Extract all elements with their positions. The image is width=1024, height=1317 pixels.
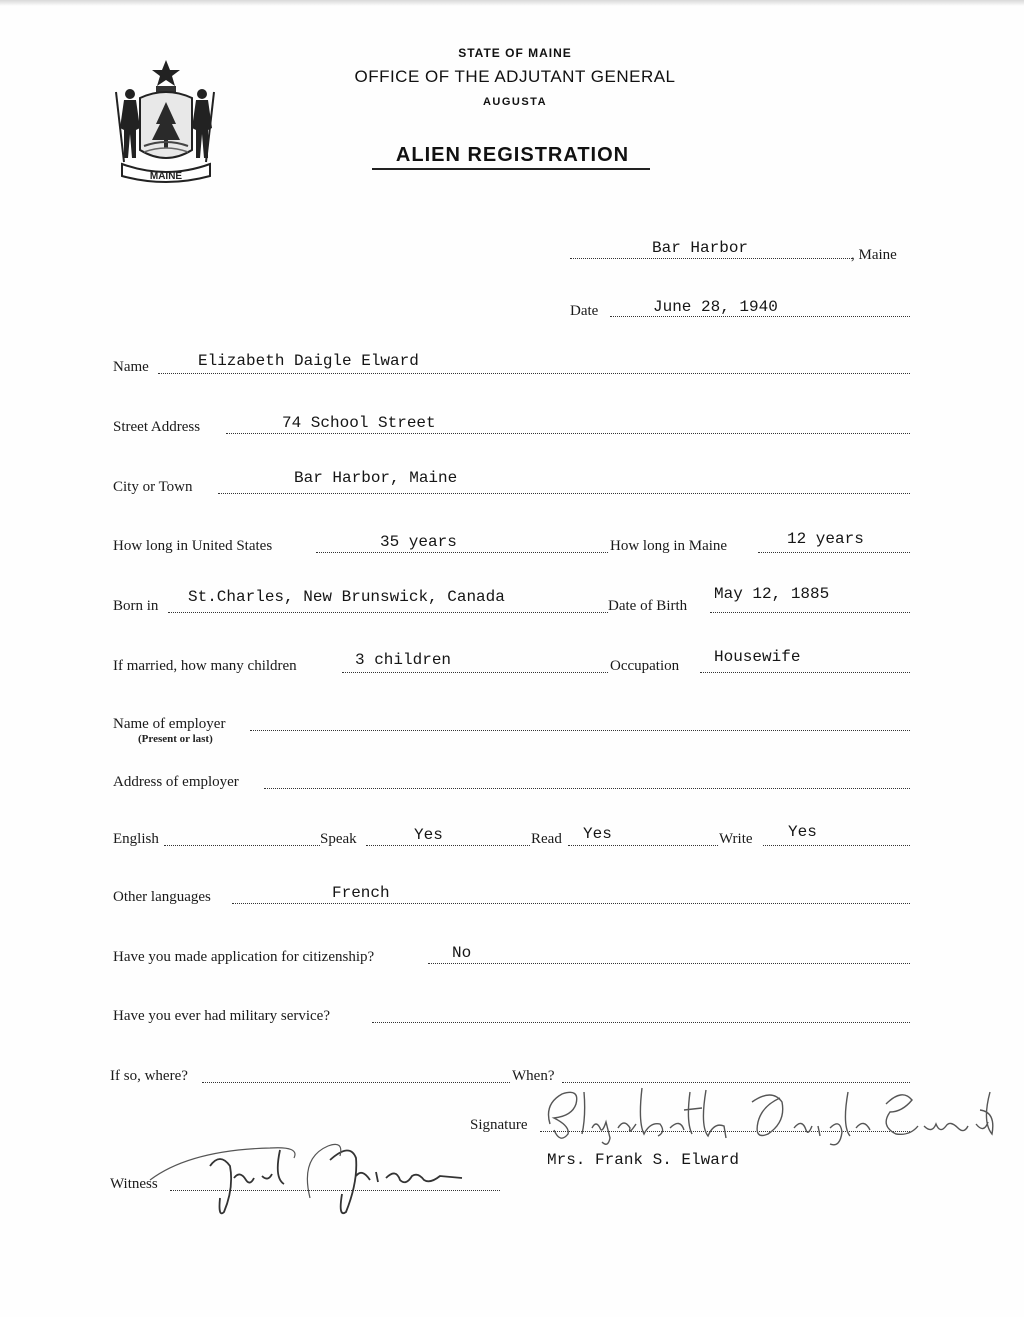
me-duration-label: How long in Maine [610, 538, 728, 554]
citizenship-value[interactable]: No [452, 944, 472, 962]
write-line [763, 845, 910, 846]
date-label: Date [570, 303, 599, 319]
born-in-label: Born in [113, 598, 159, 614]
born-in-value[interactable]: St.Charles, New Brunswick, Canada [188, 588, 505, 606]
employer-label: Name of employer [113, 716, 226, 732]
header-office: OFFICE OF THE ADJUTANT GENERAL [354, 67, 676, 86]
name-value[interactable]: Elizabeth Daigle Elward [198, 352, 419, 370]
speak-line [366, 845, 530, 846]
where-label: If so, where? [110, 1068, 188, 1084]
children-label: If married, how many children [113, 658, 297, 674]
street-line [226, 433, 910, 434]
header-state: STATE OF MAINE [458, 46, 572, 60]
read-line [568, 845, 718, 846]
born-in-line [168, 612, 608, 613]
handwritten-signature [540, 1082, 1010, 1152]
place-value[interactable]: Bar Harbor [652, 239, 749, 257]
seal-banner-text: MAINE [149, 171, 183, 182]
occupation-label: Occupation [610, 658, 680, 674]
name-label: Name [113, 359, 149, 375]
place-suffix: , Maine [851, 247, 897, 263]
city-value[interactable]: Bar Harbor, Maine [294, 469, 458, 487]
city-label: City or Town [113, 479, 193, 495]
us-duration-value[interactable]: 35 years [380, 533, 457, 551]
children-value[interactable]: 3 children [355, 651, 452, 669]
us-duration-line [316, 552, 608, 553]
signature-label: Signature [470, 1117, 528, 1133]
read-label: Read [531, 831, 562, 847]
scan-edge [0, 0, 1024, 6]
maine-state-seal-icon [110, 58, 222, 188]
when-label: When? [512, 1068, 555, 1084]
occupation-line [700, 672, 910, 673]
witness-label: Witness [110, 1176, 158, 1192]
english-label: English [113, 831, 159, 847]
us-duration-label: How long in United States [113, 538, 273, 554]
languages-line [232, 903, 910, 904]
witness-signature [150, 1138, 480, 1218]
name-line [158, 373, 910, 374]
date-line [610, 316, 910, 317]
speak-value[interactable]: Yes [414, 826, 443, 844]
city-line [218, 493, 910, 494]
typed-name: Mrs. Frank S. Elward [547, 1151, 740, 1169]
dob-value[interactable]: May 12, 1885 [714, 585, 830, 603]
children-line [342, 672, 608, 673]
street-label: Street Address [113, 419, 201, 435]
employer-address-label: Address of employer [113, 774, 239, 790]
signature-text: Elizabeth Daigle Elward [1000, 1082, 1010, 1083]
date-value[interactable]: June 28, 1940 [653, 298, 778, 316]
languages-value[interactable]: French [332, 884, 390, 902]
me-duration-line [758, 552, 910, 553]
dob-label: Date of Birth [608, 598, 688, 614]
where-line [202, 1082, 510, 1083]
place-line [570, 258, 852, 259]
citizenship-label: Have you made application for citizenship? [113, 949, 375, 965]
me-duration-value[interactable]: 12 years [787, 530, 864, 548]
employer-sublabel: (Present or last) [138, 733, 213, 745]
languages-label: Other languages [113, 889, 211, 905]
military-line [372, 1022, 910, 1023]
header-city: AUGUSTA [482, 96, 548, 108]
read-value[interactable]: Yes [583, 825, 612, 843]
street-value[interactable]: 74 School Street [282, 414, 436, 432]
title-underline [372, 168, 650, 170]
military-label: Have you ever had military service? [113, 1008, 330, 1024]
form-title: ALIEN REGISTRATION [395, 144, 630, 166]
write-label: Write [719, 831, 753, 847]
employer-address-line [264, 788, 910, 789]
occupation-value[interactable]: Housewife [714, 648, 801, 666]
english-line [164, 845, 320, 846]
dob-line [710, 612, 910, 613]
employer-line [250, 730, 910, 731]
witness-text: Jack Pelissar [150, 1138, 156, 1139]
write-value[interactable]: Yes [788, 823, 817, 841]
speak-label: Speak [320, 831, 357, 847]
citizenship-line [428, 963, 910, 964]
